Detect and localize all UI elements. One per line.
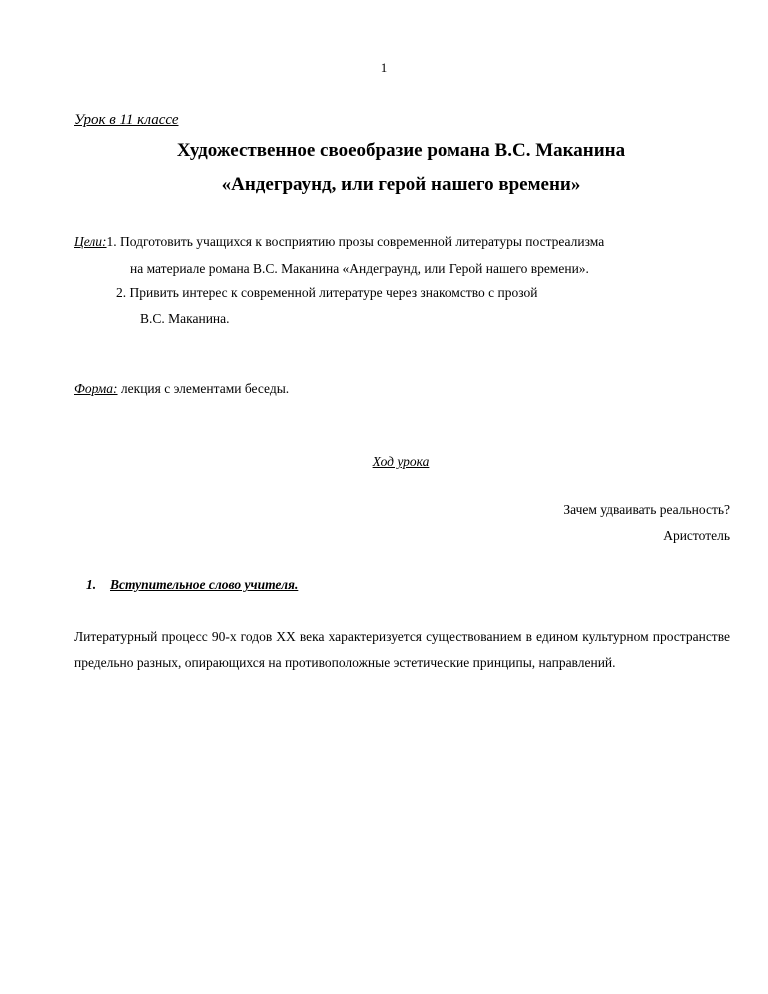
goals-item-1-line-2: на материале романа В.С. Маканина «Андеграунд, или Герой нашего времени».	[130, 261, 589, 276]
course-heading: Ход урока	[372, 454, 430, 469]
goals-line-1	[74, 234, 604, 250]
goals-label: Цели:	[74, 234, 107, 249]
title-line-2: «Андеграунд, или герой нашего времени»	[221, 174, 581, 195]
page-number: 1	[380, 60, 388, 75]
epigraph-quote: Зачем удваивать реальность?	[563, 502, 730, 517]
lesson-label: Урок в 11 классе	[74, 112, 179, 128]
goals-item-2-line-1: 2. Привить интерес к современной литературе через знакомство с прозой	[116, 285, 538, 300]
section-heading	[86, 577, 298, 593]
form-line	[74, 381, 289, 397]
goals-item-1-line-1: 1. Подготовить учащихся к восприятию прозы современной литературы постреализма	[106, 234, 605, 249]
title-line-1: Художественное своеобразие романа В.С. Маканина	[176, 140, 626, 161]
goals-item-2-line-2: В.С. Маканина.	[140, 311, 230, 326]
epigraph-author: Аристотель	[663, 528, 730, 543]
body-paragraph: Литературный процесс 90-х годов XX века характеризуется существованием в едином культурном пространстве предельно разных, опирающихся на противоположные эстетические принципы, направлений.	[74, 629, 730, 670]
section-title: Вступительное слово учителя.	[110, 577, 299, 592]
section-number: 1.	[86, 577, 97, 592]
form-label: Форма:	[74, 381, 118, 396]
form-text: лекция с элементами беседы.	[117, 381, 290, 396]
